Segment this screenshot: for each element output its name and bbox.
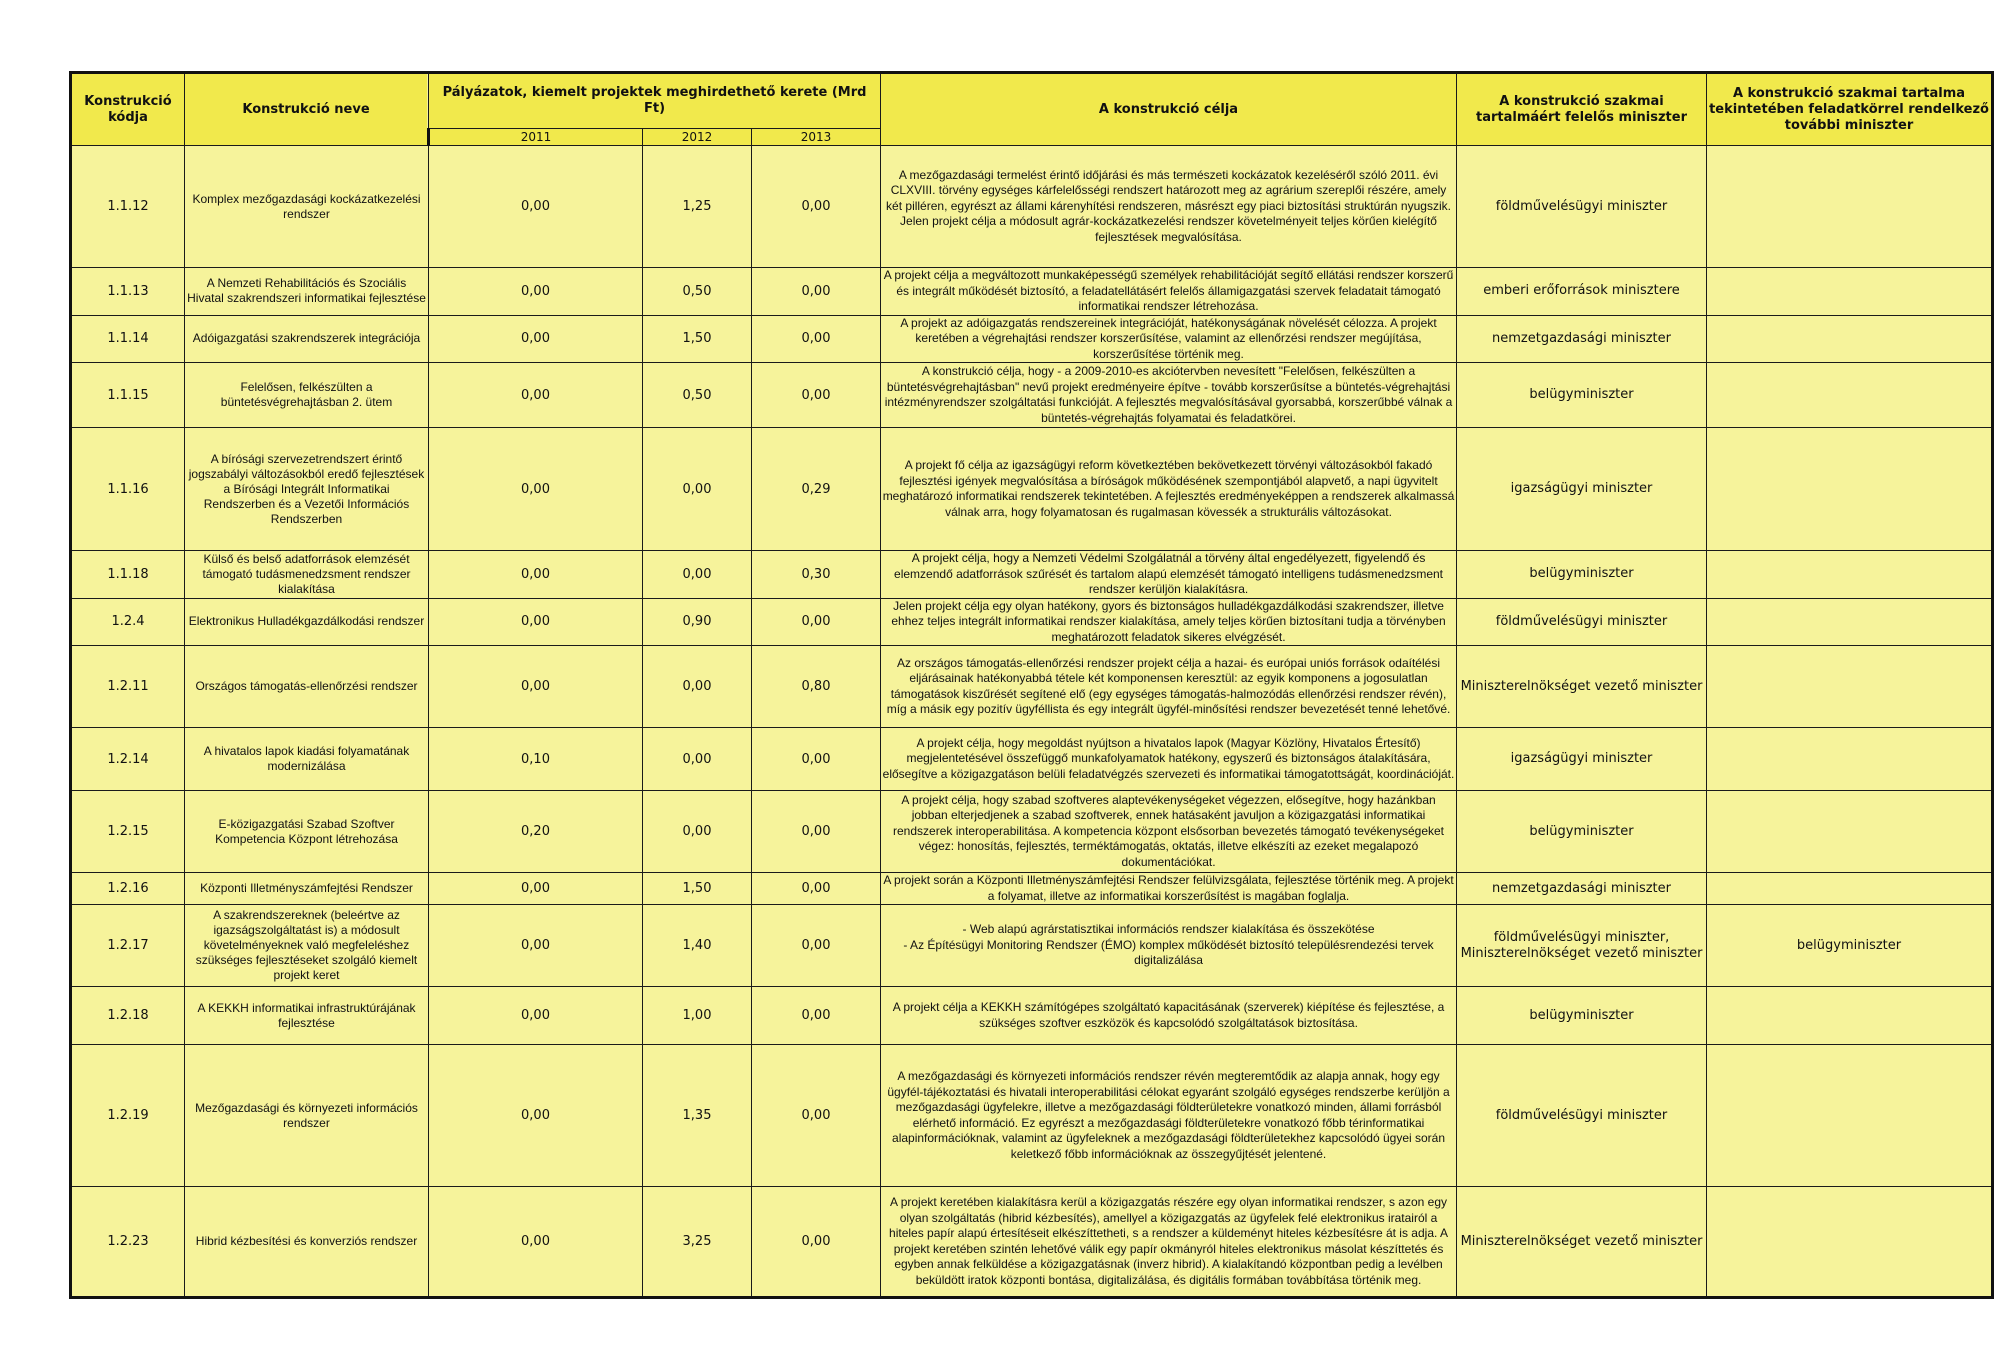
cell-2011: 0,00 — [429, 646, 643, 728]
cell-goal: Jelen projekt célja egy olyan hatékony, gyors és biztonságos hulladékgazdálkodási szakrendszer, illetve ehhez teljes integrált informatikai rendszer kialakítása, amely teljes körűen biztosítani tudja a törvényben meghatározott feladatok sikeres elvégzését. — [881, 598, 1457, 646]
cell-name: Hibrid kézbesítési és konverziós rendszer — [185, 1187, 429, 1298]
cell-minister: földművelésügyi miniszter — [1457, 146, 1707, 268]
cell-code: 1.1.18 — [71, 551, 185, 599]
cell-name: A Nemzeti Rehabilitációs és Szociális Hivatal szakrendszeri informatikai fejlesztése — [185, 268, 429, 316]
cell-other-minister — [1707, 1187, 1993, 1298]
table-row — [71, 873, 1993, 905]
cell-other-minister — [1707, 646, 1993, 728]
cell-code: 1.2.16 — [71, 873, 185, 905]
table-row — [71, 428, 1993, 551]
cell-2013: 0,00 — [752, 791, 881, 873]
cell-minister: nemzetgazdasági miniszter — [1457, 315, 1707, 363]
cell-name: Országos támogatás-ellenőrzési rendszer — [185, 646, 429, 728]
cell-other-minister — [1707, 791, 1993, 873]
header-name: Konstrukció neve — [185, 73, 429, 146]
table-row — [71, 1045, 1993, 1187]
cell-2011: 0,00 — [429, 268, 643, 316]
cell-name: Felelősen, felkészülten a büntetésvégrehajtásban 2. ütem — [185, 363, 429, 428]
cell-minister: igazságügyi miniszter — [1457, 728, 1707, 791]
cell-2012: 1,50 — [643, 873, 752, 905]
cell-2013: 0,00 — [752, 146, 881, 268]
cell-code: 1.1.15 — [71, 363, 185, 428]
cell-2011: 0,20 — [429, 791, 643, 873]
cell-minister: emberi erőforrások minisztere — [1457, 268, 1707, 316]
cell-goal: A projekt keretében kialakításra kerül a közigazgatás részére egy olyan informatikai rendszer, s azon egy olyan szolgáltatás (hibrid kézbesítés), amellyel a közigazgatás az ügyfelek felé elektronikus iratairól a hiteles papír alapú értesítéseit elkészíttetheti, s a rendszer a küldeményt hiteles kézbesítésre át is adja. A projekt keretében szintén lehetővé válik egy papír okmányról hiteles elektronikus másolat készíttetés és egyben annak felküldése a közigazgatásnak (inverz hibrid). A kialakítandó központban pedig a levélben beküldött iratok központi bontása, digitalizálása, és digitális formában továbbítása történik meg. — [881, 1187, 1457, 1298]
cell-2011: 0,00 — [429, 551, 643, 599]
header-minister: A konstrukció szakmai tartalmáért felelős miniszter — [1457, 73, 1707, 146]
cell-2011: 0,00 — [429, 315, 643, 363]
cell-name: Adóigazgatási szakrendszerek integrációja — [185, 315, 429, 363]
cell-minister: földművelésügyi miniszter, Miniszterelnökséget vezető miniszter — [1457, 905, 1707, 987]
header-code: Konstrukció kódja — [71, 73, 185, 146]
cell-2011: 0,00 — [429, 146, 643, 268]
table-row — [71, 791, 1993, 873]
cell-minister: belügyminiszter — [1457, 551, 1707, 599]
table-row — [71, 363, 1993, 428]
header-year-2011: 2011 — [429, 129, 643, 146]
cell-2011: 0,00 — [429, 873, 643, 905]
cell-2013: 0,00 — [752, 728, 881, 791]
cell-code: 1.2.14 — [71, 728, 185, 791]
table-row — [71, 315, 1993, 363]
header-year-2013: 2013 — [752, 129, 881, 146]
cell-other-minister — [1707, 728, 1993, 791]
cell-goal: A mezőgazdasági termelést érintő időjárási és más természeti kockázatok kezeléséről szóló 2011. évi CLXVIII. törvény egységes kárfelelősségi rendszert határozott meg az agrárium szereplői részére, amely két pilléren, egyrészt az állami kárenyhítési rendszeren, másrészt egy piaci biztosítási struktúrán nyugszik. Jelen projekt célja a módosult agrár-kockázatkezelési rendszer követelményeit teljes körűen kielégítő fejlesztések megvalósítása. — [881, 146, 1457, 268]
cell-2013: 0,30 — [752, 551, 881, 599]
cell-name: A KEKKH informatikai infrastruktúrájának fejlesztése — [185, 987, 429, 1045]
cell-goal: A projekt célja, hogy szabad szoftveres alaptevékenységeket végezzen, elősegítve, hogy hazánkban jobban elterjedjenek a szabad szoftverek, ennek hatásaként javuljon a közigazgatási informatikai rendszerek interoperabilitása. A kompetencia központ elsősorban bevezetés támogató tevékenységeket végez: honosítás, fejlesztés, terméktámogatás, oktatás, illetve elkészíti az ezeket megalapozó dokumentációkat. — [881, 791, 1457, 873]
cell-2011: 0,00 — [429, 363, 643, 428]
table-row — [71, 1187, 1993, 1298]
cell-2013: 0,00 — [752, 1045, 881, 1187]
cell-2013: 0,00 — [752, 873, 881, 905]
cell-2011: 0,00 — [429, 905, 643, 987]
cell-code: 1.1.13 — [71, 268, 185, 316]
cell-2012: 0,00 — [643, 551, 752, 599]
cell-2012: 0,00 — [643, 646, 752, 728]
cell-goal: A projekt az adóigazgatás rendszereinek integrációját, hatékonyságának növelését célozza. A projekt keretében a végrehajtási rendszer korszerűsítése, valamint az ellenőrzési rendszer megújítása, korszerűsítése történik meg. — [881, 315, 1457, 363]
header-other-minister: A konstrukció szakmai tartalma tekintetében feladatkörrel rendelkező további miniszter — [1707, 73, 1993, 146]
cell-goal: A projekt célja a KEKKH számítógépes szolgáltató kapacitásának (szerverek) kiépítése és fejlesztése, a szükséges szoftver eszközök és kapcsolódó szolgáltatások biztosítása. — [881, 987, 1457, 1045]
cell-other-minister — [1707, 268, 1993, 316]
cell-code: 1.2.19 — [71, 1045, 185, 1187]
cell-2012: 0,90 — [643, 598, 752, 646]
cell-2012: 0,00 — [643, 428, 752, 551]
cell-2013: 0,00 — [752, 315, 881, 363]
cell-2012: 0,50 — [643, 268, 752, 316]
cell-2013: 0,00 — [752, 987, 881, 1045]
cell-name: E-közigazgatási Szabad Szoftver Kompetencia Központ létrehozása — [185, 791, 429, 873]
cell-code: 1.2.11 — [71, 646, 185, 728]
cell-other-minister — [1707, 987, 1993, 1045]
cell-other-minister — [1707, 873, 1993, 905]
cell-2011: 0,00 — [429, 428, 643, 551]
table-body — [71, 146, 1993, 1298]
cell-2013: 0,00 — [752, 1187, 881, 1298]
table-row — [71, 551, 1993, 599]
cell-code: 1.2.4 — [71, 598, 185, 646]
cell-2013: 0,29 — [752, 428, 881, 551]
cell-2011: 0,00 — [429, 598, 643, 646]
cell-name: Központi Illetményszámfejtési Rendszer — [185, 873, 429, 905]
cell-2012: 0,00 — [643, 728, 752, 791]
cell-goal: - Web alapú agrárstatisztikai információs rendszer kialakítása és összekötése - Az Építésügyi Monitoring Rendszer (ÉMO) komplex működését biztosító településrendezési tervek digitalizálása — [881, 905, 1457, 987]
cell-goal: A projekt fő célja az igazságügyi reform következtében bekövetkezett törvényi változásokból fakadó fejlesztési igények megvalósítása a bíróságok működésének szempontjából alapvető, a napi ügyvitelt meghatározó informatikai rendszerek tekintetében. A fejlesztés eredményeképpen a rendszerek alkalmassá válnak arra, hogy folyamatosan és rugalmasan kövessék a strukturális változásokat. — [881, 428, 1457, 551]
cell-goal: A konstrukció célja, hogy - a 2009-2010-es akciótervben nevesített "Felelősen, felkészülten a büntetésvégrehajtásban" nevű projekt eredményeire építve - tovább korszerűsítse a büntetés-végrehajtási intézményrendszer szolgáltatási funkcióját. A fejlesztés megvalósításával gyorsabbá, korszerűbbé válnak a büntetés-végrehajtás folyamatai és feladatkörei. — [881, 363, 1457, 428]
cell-other-minister — [1707, 551, 1993, 599]
table-row — [71, 146, 1993, 268]
cell-minister: földművelésügyi miniszter — [1457, 1045, 1707, 1187]
cell-2013: 0,00 — [752, 598, 881, 646]
cell-other-minister: belügyminiszter — [1707, 905, 1993, 987]
cell-2013: 0,00 — [752, 363, 881, 428]
cell-name: Mezőgazdasági és környezeti információs rendszer — [185, 1045, 429, 1187]
header-year-2012: 2012 — [643, 129, 752, 146]
cell-2013: 0,80 — [752, 646, 881, 728]
table-row — [71, 598, 1993, 646]
cell-2011: 0,10 — [429, 728, 643, 791]
cell-code: 1.2.18 — [71, 987, 185, 1045]
cell-code: 1.1.14 — [71, 315, 185, 363]
cell-minister: belügyminiszter — [1457, 791, 1707, 873]
cell-name: Elektronikus Hulladékgazdálkodási rendszer — [185, 598, 429, 646]
cell-name: A szakrendszereknek (beleértve az igazságszolgáltatást is) a módosult követelményeknek való megfeleléshez szükséges fejlesztéseket szolgáló kiemelt projekt keret — [185, 905, 429, 987]
cell-2011: 0,00 — [429, 987, 643, 1045]
cell-2011: 0,00 — [429, 1187, 643, 1298]
cell-code: 1.2.15 — [71, 791, 185, 873]
cell-goal: A projekt célja, hogy a Nemzeti Védelmi Szolgálatnál a törvény által engedélyezett, figyelendő és elemzendő adatforrások szűrését és tartalom alapú elemzését támogató intelligens tudásmenedzsment rendszer kerüljön kialakításra. — [881, 551, 1457, 599]
cell-minister: nemzetgazdasági miniszter — [1457, 873, 1707, 905]
cell-name: Komplex mezőgazdasági kockázatkezelési rendszer — [185, 146, 429, 268]
cell-minister: igazságügyi miniszter — [1457, 428, 1707, 551]
header-goal: A konstrukció célja — [881, 73, 1457, 146]
cell-other-minister — [1707, 363, 1993, 428]
cell-2013: 0,00 — [752, 905, 881, 987]
cell-minister: belügyminiszter — [1457, 987, 1707, 1045]
cell-other-minister — [1707, 598, 1993, 646]
cell-goal: A projekt célja a megváltozott munkaképességű személyek rehabilitációját segítő ellátási rendszer korszerű és integrált működését biztosító, a feladatellátásért felelős államigazgatási szervek feladatait támogató informatikai rendszer létrehozása. — [881, 268, 1457, 316]
cell-goal: A projekt során a Központi Illetményszámfejtési Rendszer felülvizsgálata, fejlesztése történik meg. A projekt a folyamat, illetve az informatikai korszerűsítést is magában foglalja. — [881, 873, 1457, 905]
table-row — [71, 646, 1993, 728]
cell-name: A bírósági szervezetrendszert érintő jogszabályi változásokból eredő fejlesztések a Bírósági Integrált Informatikai Rendszerben és a Vezetői Információs Rendszerben — [185, 428, 429, 551]
header-budget: Pályázatok, kiemelt projektek meghirdethető kerete (Mrd Ft) — [429, 73, 881, 129]
cell-goal: A mezőgazdasági és környezeti információs rendszer révén megteremtődik az alapja annak, hogy egy ügyfél-tájékoztatási és hivatali interoperabilitási célokat egyaránt szolgáló egységes rendszerbe kerüljön a mezőgazdasági ügyfelekre, illetve a mezőgazdasági földterületekre vonatkozó minden, állami forrásból elérhető információ. Ez egyrészt a mezőgazdasági földterületekre vonatkozó főbb térinformatikai alapinformációknak, valamint az ügyfeleknek a mezőgazdasági földterületekhez kapcsolódó ügyei során keletkező főbb információknak az összegyűjtését jelentené. — [881, 1045, 1457, 1187]
cell-minister: Miniszterelnökséget vezető miniszter — [1457, 646, 1707, 728]
cell-2012: 1,35 — [643, 1045, 752, 1187]
cell-other-minister — [1707, 428, 1993, 551]
cell-2012: 1,00 — [643, 987, 752, 1045]
table-row — [71, 728, 1993, 791]
cell-2012: 1,25 — [643, 146, 752, 268]
cell-name: Külső és belső adatforrások elemzését támogató tudásmenedzsment rendszer kialakítása — [185, 551, 429, 599]
cell-name: A hivatalos lapok kiadási folyamatának modernizálása — [185, 728, 429, 791]
projects-table — [69, 71, 1994, 1299]
cell-code: 1.2.23 — [71, 1187, 185, 1298]
table-row — [71, 987, 1993, 1045]
cell-other-minister — [1707, 315, 1993, 363]
cell-other-minister — [1707, 1045, 1993, 1187]
cell-2012: 1,40 — [643, 905, 752, 987]
cell-2011: 0,00 — [429, 1045, 643, 1187]
cell-code: 1.1.16 — [71, 428, 185, 551]
cell-minister: földművelésügyi miniszter — [1457, 598, 1707, 646]
cell-other-minister — [1707, 146, 1993, 268]
cell-code: 1.2.17 — [71, 905, 185, 987]
cell-minister: Miniszterelnökséget vezető miniszter — [1457, 1187, 1707, 1298]
cell-2012: 0,00 — [643, 791, 752, 873]
cell-goal: A projekt célja, hogy megoldást nyújtson a hivatalos lapok (Magyar Közlöny, Hivatalos Értesítő) megjelentetésével összefüggő munkafolyamatok hatékony, egyszerű és biztonságos átalakítására, elősegítve a közigazgatáson belüli feladatvégzés szervezeti és informatikai támogatottságát, koordinációját. — [881, 728, 1457, 791]
cell-2012: 0,50 — [643, 363, 752, 428]
table-row — [71, 905, 1993, 987]
cell-2013: 0,00 — [752, 268, 881, 316]
table-row — [71, 268, 1993, 316]
cell-2012: 1,50 — [643, 315, 752, 363]
cell-minister: belügyminiszter — [1457, 363, 1707, 428]
cell-code: 1.1.12 — [71, 146, 185, 268]
cell-goal: Az országos támogatás-ellenőrzési rendszer projekt célja a hazai- és európai uniós források odaítélési eljárásainak hatékonyabbá tétele két komponensen keresztül: az egyik komponens a jogosulatlan támogatások kiszűrését segítené elő (egy egységes támogatás-halmozódás ellenőrzési rendszer révén), míg a másik egy pozitív ügyféllista és egy integrált ügyfél-minősítési rendszer bevezetését tenné lehetővé. — [881, 646, 1457, 728]
cell-2012: 3,25 — [643, 1187, 752, 1298]
